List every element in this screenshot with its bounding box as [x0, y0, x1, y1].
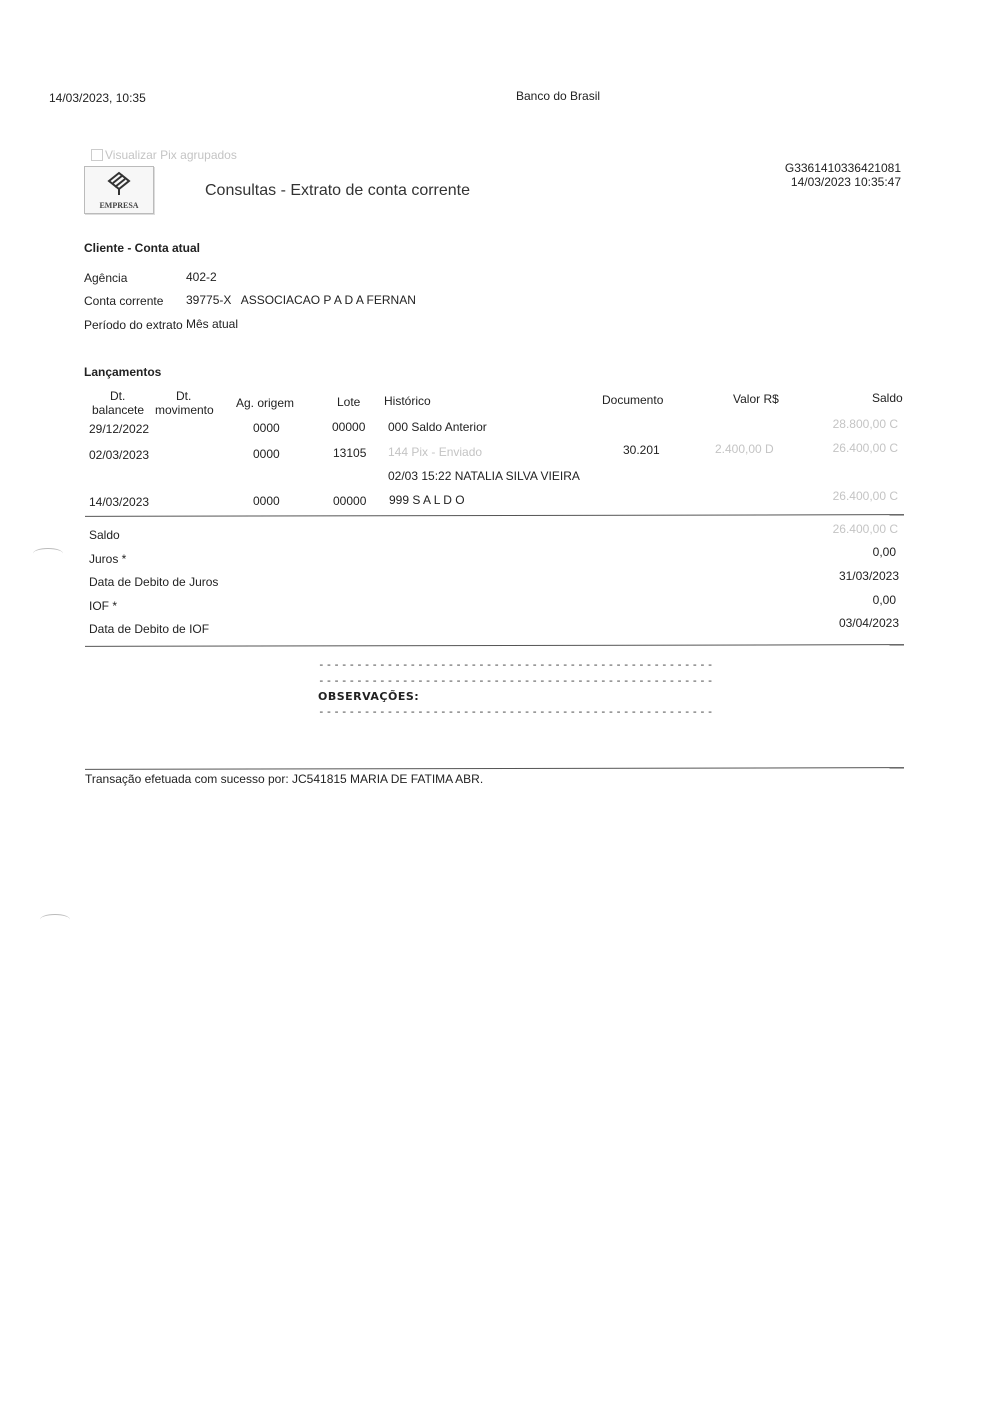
table-row-2-documento: 30.201 [623, 443, 660, 457]
pix-grouped-checkbox[interactable] [91, 149, 103, 161]
scan-smudge-1 [33, 548, 63, 559]
col-historico: Histórico [384, 394, 431, 408]
table-row-2-lote: 13105 [333, 446, 367, 460]
bank-logo [84, 166, 154, 214]
table-row-3-lote: 00000 [333, 494, 367, 508]
print-datetime: 14/03/2023, 10:35 [49, 91, 146, 105]
table-row-3-ag-origem: 0000 [253, 494, 280, 508]
banco-do-brasil-logo-icon [105, 171, 133, 197]
summary-iof-value: 0,00 [872, 593, 896, 607]
table-row-1-saldo: 28.800,00 C [832, 417, 898, 431]
col-ag-origem: Ag. origem [236, 396, 295, 410]
entries-divider [85, 514, 904, 517]
table-row-2-ag-origem: 0000 [253, 447, 280, 461]
col-lote: Lote [337, 395, 361, 409]
summary-debito-iof-value: 03/04/2023 [838, 616, 899, 630]
pix-grouped-label: Visualizar Pix agrupados [105, 148, 237, 162]
table-row-2-dt-balancete: 02/03/2023 [89, 448, 150, 462]
client-heading: Cliente - Conta atual [84, 241, 201, 255]
account-value: 39775-X ASSOCIACAO P A D A FERNAN [186, 293, 416, 307]
summary-iof-label: IOF * [89, 599, 118, 613]
summary-saldo-value: 26.400,00 C [832, 522, 898, 536]
observations-dashes-3: ---------------------------------------------------- [318, 705, 715, 718]
summary-debito-juros-value: 31/03/2023 [838, 569, 899, 583]
footer-divider [85, 767, 904, 770]
col-dt-movimento-1: Dt. [176, 389, 192, 403]
observations-label: OBSERVAÇÕES: [318, 690, 420, 703]
col-saldo: Saldo [872, 391, 903, 405]
footer-text: Transação efetuada com sucesso por: JC541815 MARIA DE FATIMA ABR. [85, 772, 484, 786]
transaction-datetime: 14/03/2023 10:35:47 [790, 175, 901, 189]
summary-divider [85, 644, 904, 647]
col-valor: Valor R$ [733, 392, 779, 406]
bank-name: Banco do Brasil [516, 89, 601, 103]
entries-heading: Lançamentos [84, 365, 162, 379]
summary-saldo-label: Saldo [89, 528, 120, 542]
table-row-2-historico-detail: 02/03 15:22 NATALIA SILVA VIEIRA [388, 469, 580, 483]
period-label: Período do extrato [84, 318, 183, 332]
col-dt-movimento-2: movimento [155, 403, 214, 417]
summary-debito-juros-label: Data de Debito de Juros [89, 575, 219, 589]
table-row-1-historico: 000 Saldo Anterior [388, 420, 487, 434]
period-value: Mês atual [186, 317, 239, 331]
summary-debito-iof-label: Data de Debito de IOF [89, 622, 210, 636]
table-row-1-ag-origem: 0000 [253, 421, 280, 435]
table-row-1-dt-balancete: 29/12/2022 [89, 422, 150, 436]
table-row-2-valor: 2.400,00 D [715, 442, 774, 456]
table-row-3-historico: 999 S A L D O [389, 493, 465, 507]
summary-juros-label: Juros * [89, 552, 127, 566]
table-row-2-historico: 144 Pix - Enviado [388, 445, 483, 459]
col-documento: Documento [602, 393, 664, 407]
scan-smudge-2 [40, 914, 70, 925]
page-title: Consultas - Extrato de conta corrente [205, 182, 471, 199]
table-row-3-saldo: 26.400,00 C [832, 489, 898, 503]
account-label: Conta corrente [84, 294, 164, 308]
agency-value: 402-2 [186, 270, 217, 284]
agency-label: Agência [84, 271, 128, 285]
transaction-code: G3361410336421081 [784, 161, 901, 175]
observations-dashes-1: ---------------------------------------------------- [318, 658, 715, 671]
col-dt-balancete-1: Dt. [110, 389, 126, 403]
table-row-3-dt-balancete: 14/03/2023 [89, 495, 150, 509]
logo-text: EMPRESA [99, 201, 139, 210]
table-row-1-lote: 00000 [332, 420, 366, 434]
col-dt-balancete-2: balancete [92, 403, 145, 417]
summary-juros-value: 0,00 [872, 545, 896, 559]
table-row-2-saldo: 26.400,00 C [832, 441, 898, 455]
observations-dashes-2: ---------------------------------------------------- [318, 674, 715, 687]
